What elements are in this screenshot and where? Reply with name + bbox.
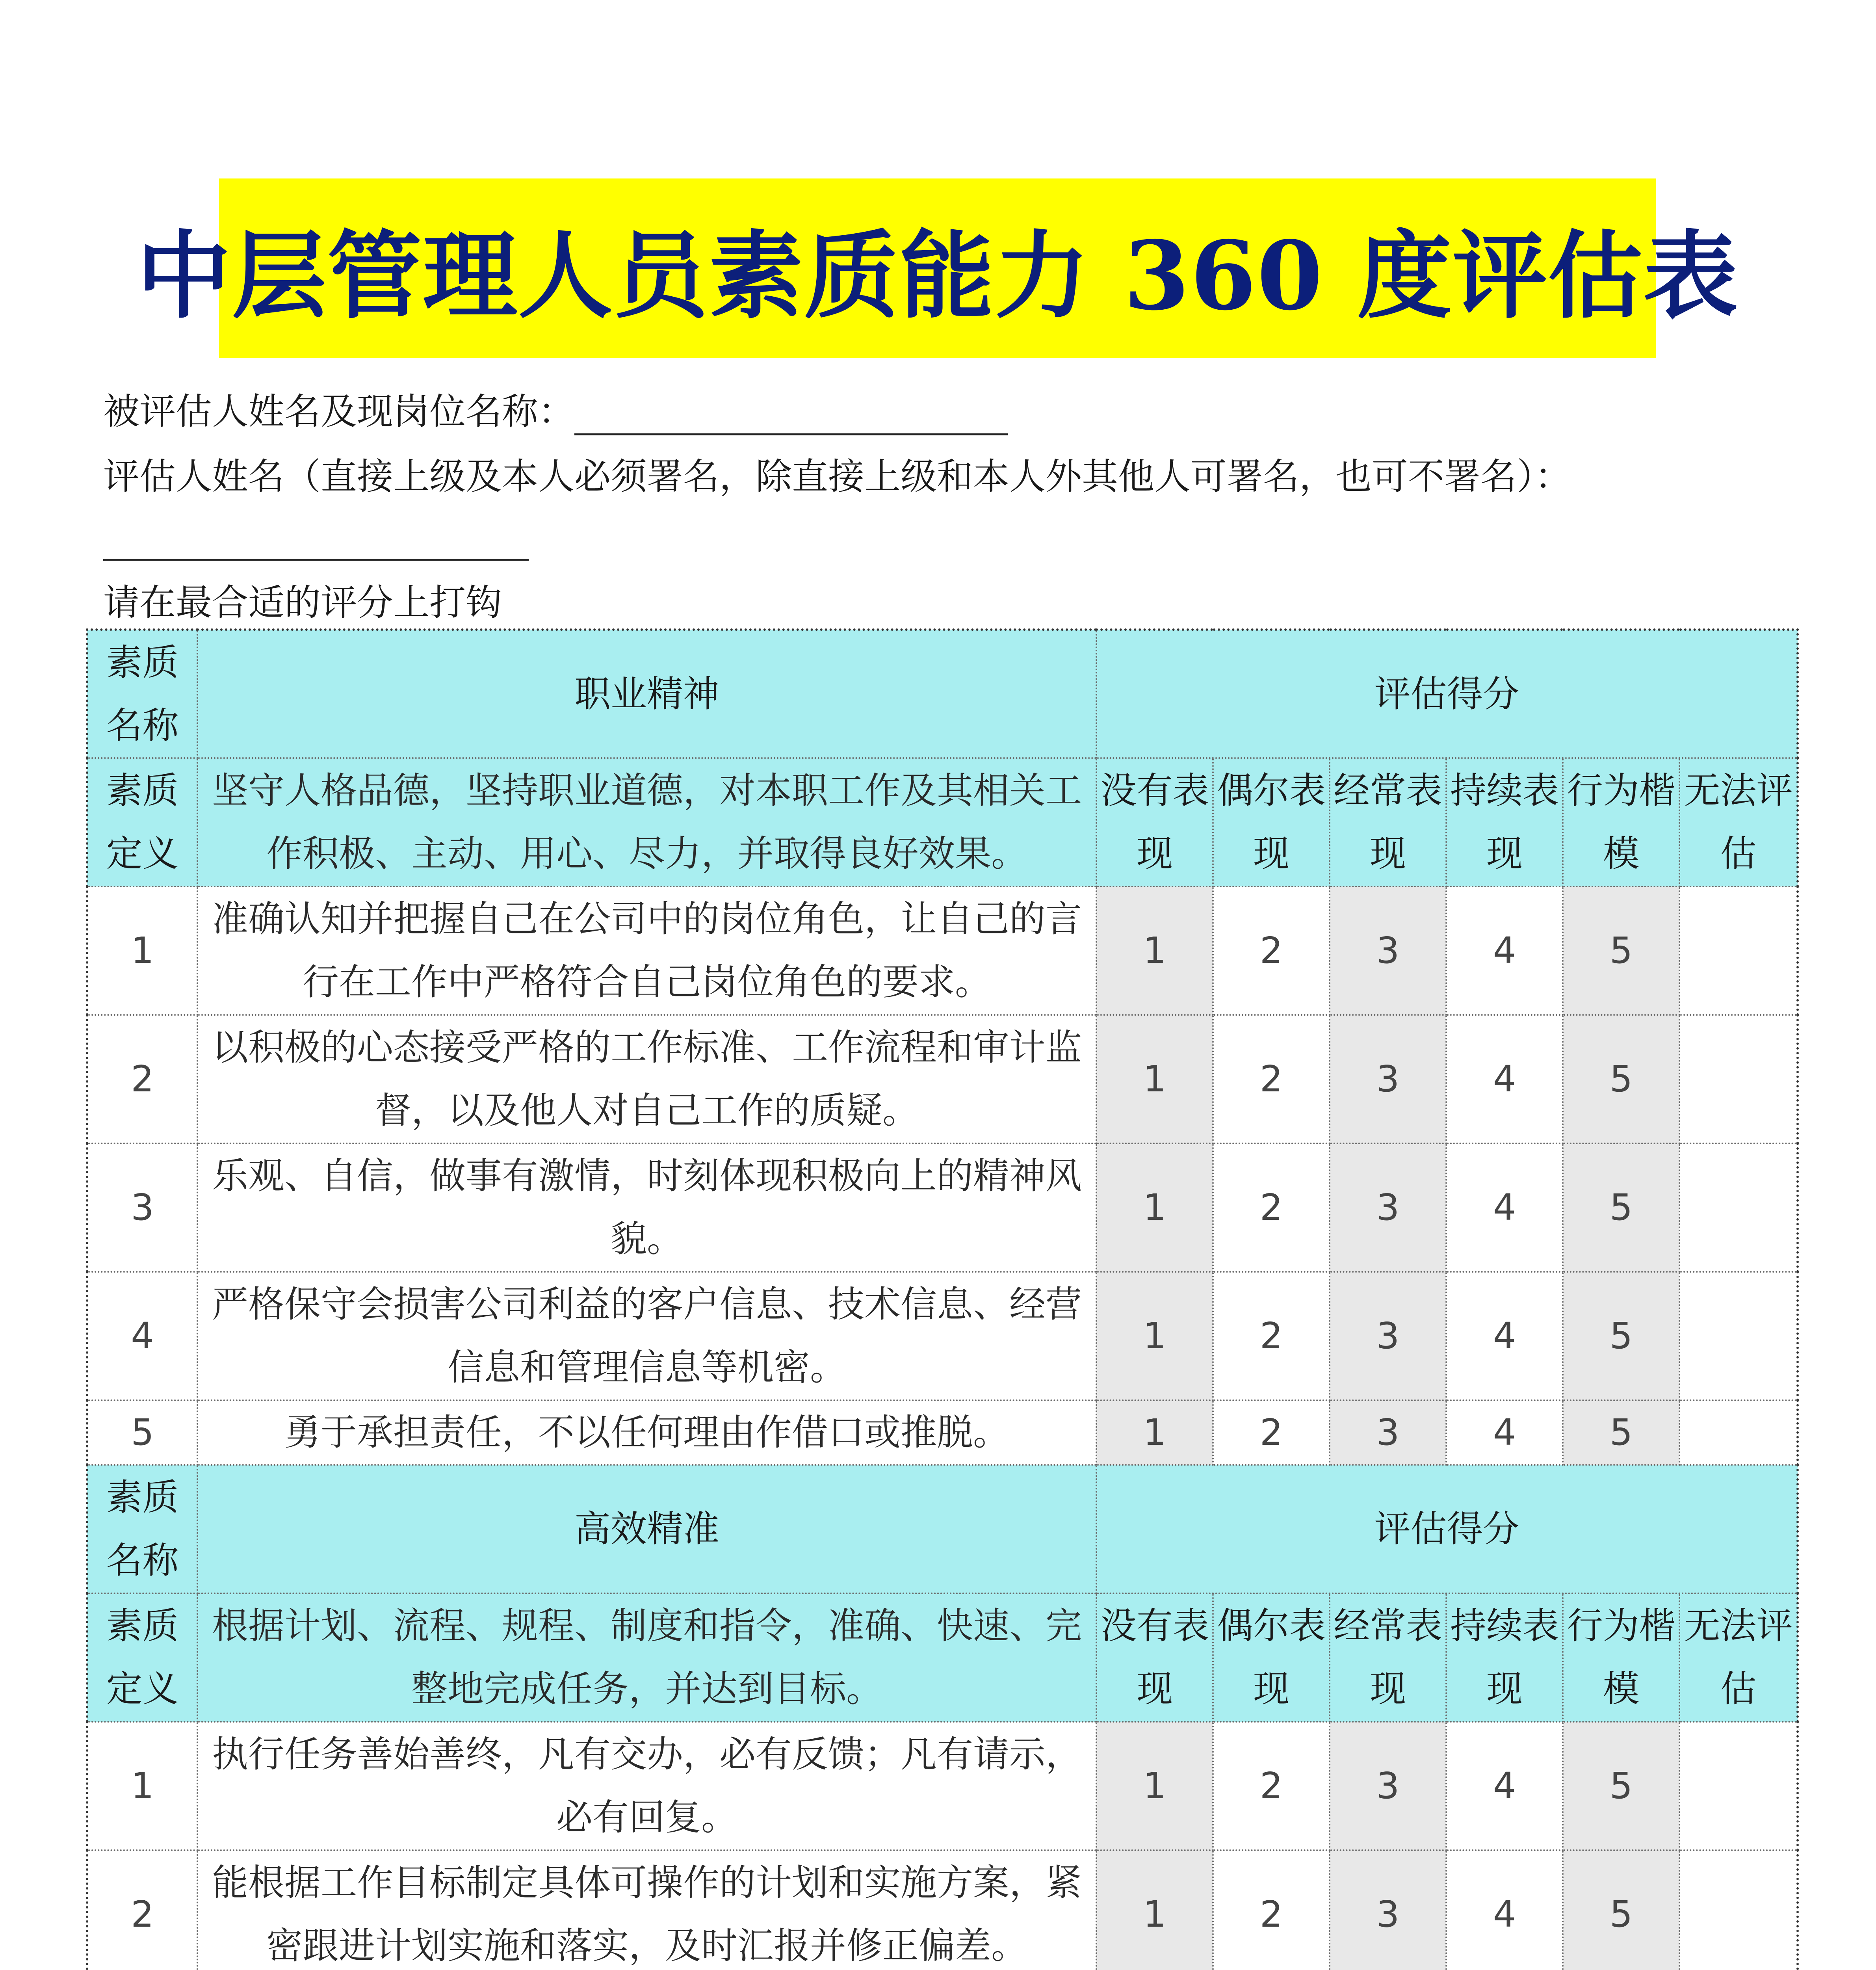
- score-option[interactable]: 4: [1446, 1272, 1563, 1400]
- item-text: 严格保守会损害公司利益的客户信息、技术信息、经营信息和管理信息等机密。: [197, 1272, 1096, 1400]
- item-number: 2: [87, 1850, 197, 1970]
- score-option[interactable]: 5: [1563, 1143, 1679, 1272]
- level-label: 没有表现: [1096, 1593, 1213, 1722]
- section-definition: 坚守人格品德，坚持职业道德，对本职工作及其相关工作积极、主动、用心、尽力，并取得良好效果。: [197, 758, 1096, 886]
- table-row: [87, 1722, 1798, 1850]
- level-label: 无法评估: [1679, 758, 1798, 886]
- score-option[interactable]: 1: [1096, 1850, 1213, 1970]
- level-label: 没有表现: [1096, 758, 1213, 886]
- table-row: [87, 1272, 1798, 1400]
- score-option[interactable]: 1: [1096, 1400, 1213, 1465]
- score-header: 评估得分: [1096, 1465, 1798, 1593]
- score-option[interactable]: 4: [1446, 1015, 1563, 1143]
- item-text: 以积极的心态接受严格的工作标准、工作流程和审计监督，以及他人对自己工作的质疑。: [197, 1015, 1096, 1143]
- level-label: 行为楷模: [1563, 1593, 1679, 1722]
- score-option[interactable]: 5: [1563, 1850, 1679, 1970]
- quality-name-label: 素质名称: [87, 1465, 197, 1593]
- item-text: 勇于承担责任，不以任何理由作借口或推脱。: [197, 1400, 1096, 1465]
- score-option[interactable]: 5: [1563, 1400, 1679, 1465]
- instruction-text: 请在最合适的评分上打钩: [103, 582, 502, 624]
- score-option[interactable]: 2: [1213, 1850, 1330, 1970]
- item-text: 执行任务善始善终，凡有交办，必有反馈；凡有请示，必有回复。: [197, 1722, 1096, 1850]
- score-option-unable[interactable]: [1679, 886, 1798, 1015]
- item-text: 能根据工作目标制定具体可操作的计划和实施方案，紧密跟进计划实施和落实，及时汇报并修正偏差。: [197, 1850, 1096, 1970]
- table-row: [87, 1143, 1798, 1272]
- score-option[interactable]: 2: [1213, 1015, 1330, 1143]
- level-label: 偶尔表现: [1213, 1593, 1330, 1722]
- item-number: 1: [87, 1722, 197, 1850]
- table-row: [87, 1015, 1798, 1143]
- score-option[interactable]: 3: [1330, 1015, 1446, 1143]
- item-text: 乐观、自信，做事有激情，时刻体现积极向上的精神风貌。: [197, 1143, 1096, 1272]
- item-number: 3: [87, 1143, 197, 1272]
- assessment-table: [86, 628, 1799, 1970]
- score-option[interactable]: 5: [1563, 1272, 1679, 1400]
- section-header-row: [87, 630, 1798, 758]
- definition-row: [87, 1593, 1798, 1722]
- score-option-unable[interactable]: [1679, 1850, 1798, 1970]
- score-option[interactable]: 2: [1213, 1143, 1330, 1272]
- score-option-unable[interactable]: [1679, 1400, 1798, 1465]
- score-option[interactable]: 2: [1213, 1400, 1330, 1465]
- score-option[interactable]: 2: [1213, 1272, 1330, 1400]
- table-row: [87, 886, 1798, 1015]
- score-option[interactable]: 3: [1330, 886, 1446, 1015]
- score-option[interactable]: 1: [1096, 1272, 1213, 1400]
- score-option[interactable]: 1: [1096, 886, 1213, 1015]
- score-option[interactable]: 4: [1446, 1400, 1563, 1465]
- level-label: 持续表现: [1446, 758, 1563, 886]
- table-row: [87, 1400, 1798, 1465]
- evaluator-signature-blank[interactable]: [103, 559, 529, 561]
- score-option[interactable]: 4: [1446, 1143, 1563, 1272]
- score-option[interactable]: 1: [1096, 1722, 1213, 1850]
- score-option[interactable]: 4: [1446, 886, 1563, 1015]
- section-name: 高效精准: [197, 1465, 1096, 1593]
- table-row: [87, 1850, 1798, 1970]
- score-option[interactable]: 4: [1446, 1850, 1563, 1970]
- evaluator-label: 评估人姓名（直接上级及本人必须署名，除直接上级和本人外其他人可署名，也可不署名）：: [103, 455, 1571, 498]
- score-option[interactable]: 3: [1330, 1400, 1446, 1465]
- score-option[interactable]: 3: [1330, 1143, 1446, 1272]
- score-option[interactable]: 1: [1096, 1015, 1213, 1143]
- score-option-unable[interactable]: [1679, 1272, 1798, 1400]
- quality-def-label: 素质定义: [87, 1593, 197, 1722]
- score-option[interactable]: 5: [1563, 1015, 1679, 1143]
- title-banner: [136, 178, 1739, 358]
- score-option-unable[interactable]: [1679, 1015, 1798, 1143]
- score-header: 评估得分: [1096, 630, 1798, 758]
- page-title: 中层管理人员素质能力 360 度评估表: [136, 220, 1739, 331]
- quality-def-label: 素质定义: [87, 758, 197, 886]
- level-label: 行为楷模: [1563, 758, 1679, 886]
- score-option[interactable]: 5: [1563, 1722, 1679, 1850]
- section-header-row: [87, 1465, 1798, 1593]
- item-number: 2: [87, 1015, 197, 1143]
- score-option[interactable]: 2: [1213, 886, 1330, 1015]
- score-option[interactable]: 4: [1446, 1722, 1563, 1850]
- item-number: 1: [87, 886, 197, 1015]
- item-number: 5: [87, 1400, 197, 1465]
- level-label: 偶尔表现: [1213, 758, 1330, 886]
- score-option[interactable]: 3: [1330, 1850, 1446, 1970]
- section-definition: 根据计划、流程、规程、制度和指令，准确、快速、完整地完成任务，并达到目标。: [197, 1593, 1096, 1722]
- evaluatee-blank[interactable]: [574, 394, 1008, 435]
- level-label: 经常表现: [1330, 1593, 1446, 1722]
- section-name: 职业精神: [197, 630, 1096, 758]
- score-option[interactable]: 5: [1563, 886, 1679, 1015]
- level-label: 无法评估: [1679, 1593, 1798, 1722]
- level-label: 持续表现: [1446, 1593, 1563, 1722]
- level-label: 经常表现: [1330, 758, 1446, 886]
- score-option[interactable]: 1: [1096, 1143, 1213, 1272]
- definition-row: [87, 758, 1798, 886]
- item-text: 准确认知并把握自己在公司中的岗位角色，让自己的言行在工作中严格符合自己岗位角色的要求。: [197, 886, 1096, 1015]
- quality-name-label: 素质名称: [87, 630, 197, 758]
- score-option[interactable]: 2: [1213, 1722, 1330, 1850]
- evaluatee-line: [103, 388, 1008, 435]
- score-option[interactable]: 3: [1330, 1272, 1446, 1400]
- score-option[interactable]: 3: [1330, 1722, 1446, 1850]
- item-number: 4: [87, 1272, 197, 1400]
- evaluatee-label: 被评估人姓名及现岗位名称：: [103, 390, 575, 433]
- score-option-unable[interactable]: [1679, 1722, 1798, 1850]
- score-option-unable[interactable]: [1679, 1143, 1798, 1272]
